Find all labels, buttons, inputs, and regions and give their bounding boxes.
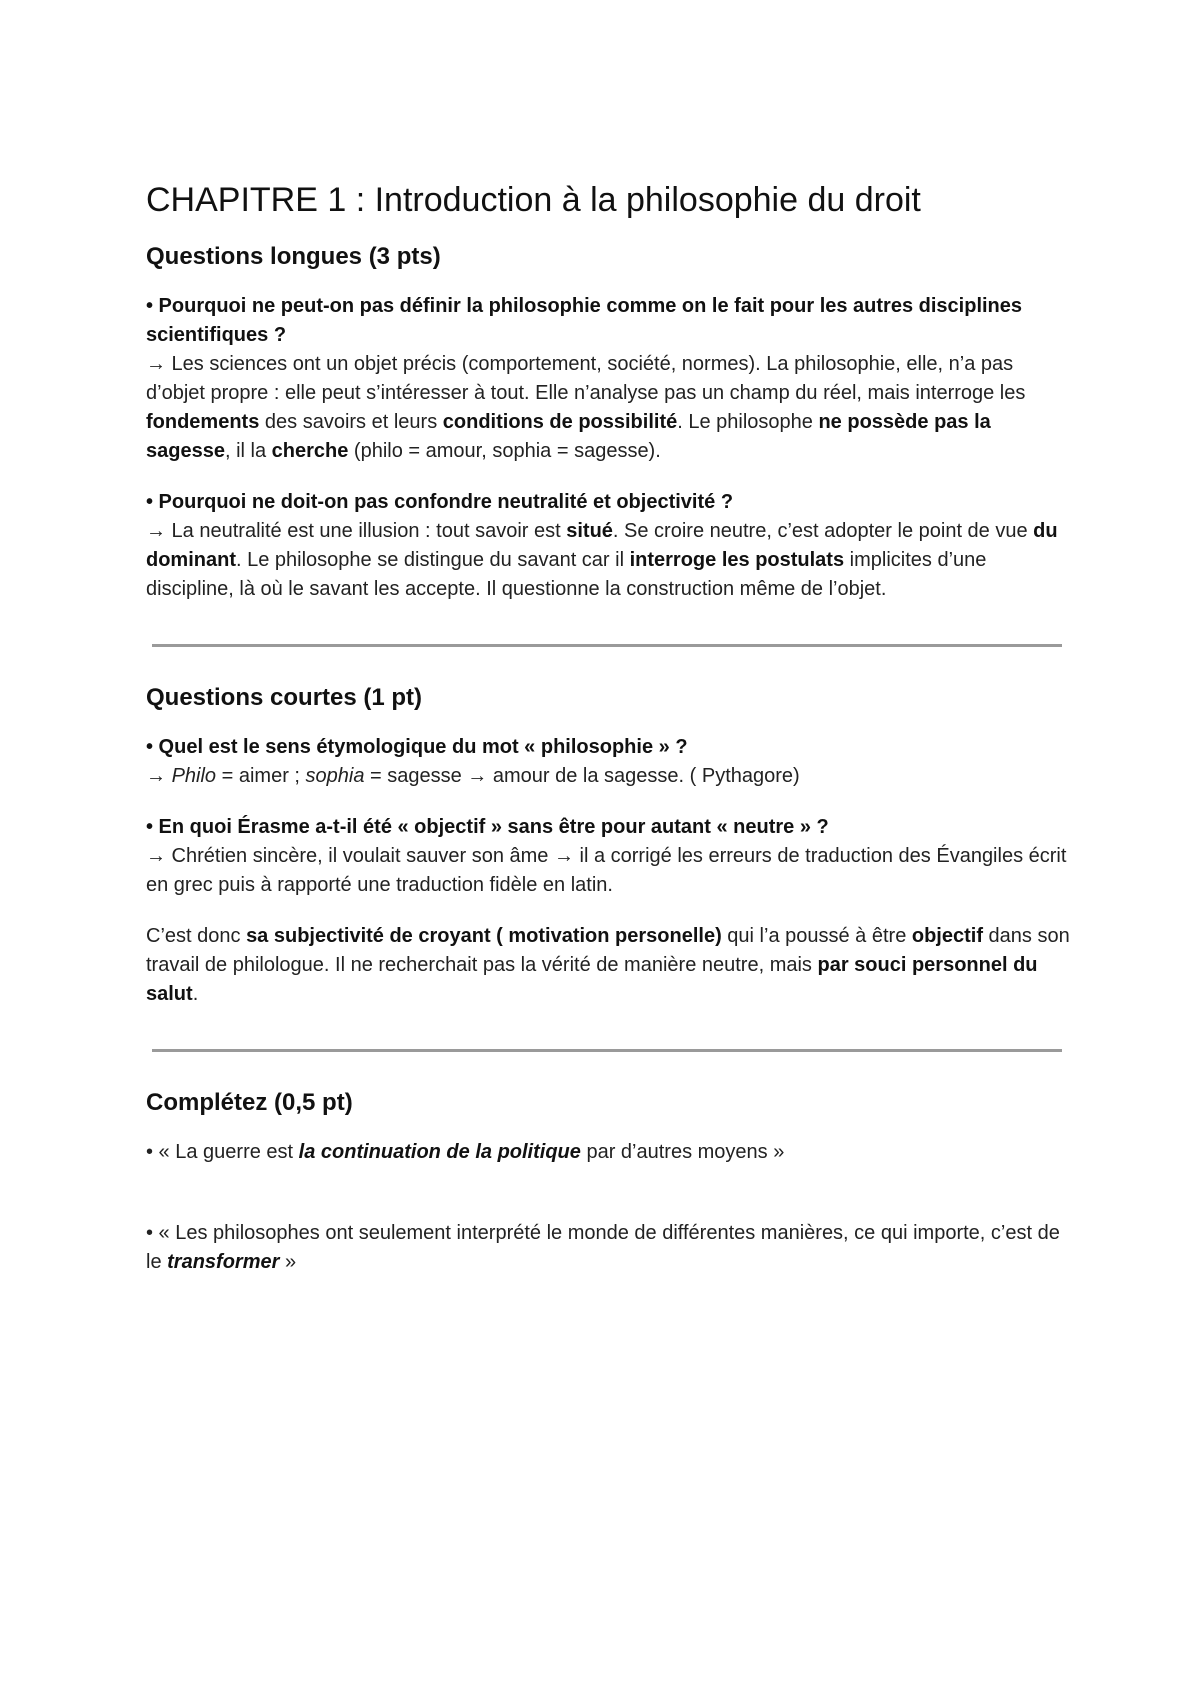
question-text: • Pourquoi ne doit-on pas confondre neutralité et objectivité ? bbox=[146, 491, 734, 513]
horizontal-divider bbox=[152, 1049, 1062, 1052]
question-text: • En quoi Érasme a-t-il été « objectif » sans être pour autant « neutre » ? bbox=[146, 816, 829, 838]
paragraph-span: . bbox=[192, 983, 199, 1005]
paragraph-bold: objectif bbox=[911, 925, 983, 947]
answer-span: = sagesse → amour de la sagesse. ( Pythagore) bbox=[364, 765, 800, 787]
long-question-2 bbox=[146, 488, 1072, 604]
complete-item-1 bbox=[146, 1138, 1072, 1167]
page-title: CHAPITRE 1 : Introduction à la philosophie du droit bbox=[146, 181, 921, 219]
answer-bold: cherche bbox=[271, 440, 349, 462]
answer-bold: interroge les postulats bbox=[629, 549, 845, 571]
quote-text bbox=[146, 1138, 1072, 1167]
answer-span: → bbox=[146, 765, 172, 787]
answer-span: , il la bbox=[224, 440, 272, 462]
question-text: • Quel est le sens étymologique du mot « philosophie » ? bbox=[146, 736, 688, 758]
answer-text bbox=[146, 762, 1072, 791]
answer-bold: conditions de possibilité bbox=[442, 411, 678, 433]
answer-italic: sophia bbox=[305, 765, 365, 787]
complete-item-2 bbox=[146, 1219, 1072, 1277]
answer-text bbox=[146, 517, 1072, 604]
answer-span: . Le philosophe se distingue du savant car il bbox=[236, 549, 630, 571]
section-heading-short: Questions courtes (1 pt) bbox=[146, 684, 423, 711]
paragraph-text bbox=[146, 922, 1072, 1009]
answer-text bbox=[146, 350, 1072, 466]
answer-italic: Philo bbox=[171, 765, 217, 787]
quote-text bbox=[146, 1219, 1072, 1277]
answer-span: (philo = amour, sophia = sagesse). bbox=[348, 440, 661, 462]
quote-span: • « La guerre est bbox=[146, 1141, 299, 1163]
horizontal-divider bbox=[152, 644, 1062, 647]
paragraph-span: qui l’a poussé à être bbox=[721, 925, 912, 947]
paragraph-span: dans son travail de philologue. Il ne recherchait pas la vérité de manière neutre, mais bbox=[146, 925, 1070, 976]
paragraph-span: C’est donc bbox=[146, 925, 247, 947]
section-heading-complete: Complétez (0,5 pt) bbox=[146, 1089, 353, 1116]
answer-bold: du dominant bbox=[146, 520, 1058, 571]
paragraph-bold: par souci personnel du salut bbox=[146, 954, 1038, 1005]
answer-bold: ne possède pas la sagesse bbox=[146, 411, 991, 462]
short-question-2 bbox=[146, 813, 1072, 900]
answer-span: . Le philosophe bbox=[677, 411, 819, 433]
answer-span: = aimer ; bbox=[216, 765, 306, 787]
answer-span: des savoirs et leurs bbox=[259, 411, 443, 433]
answer-span: . Se croire neutre, c’est adopter le point de vue bbox=[612, 520, 1034, 542]
answer-span: implicites d’une discipline, là où le savant les accepte. Il questionne la construction même de l’objet. bbox=[146, 549, 987, 600]
long-question-1 bbox=[146, 292, 1072, 466]
answer-bold: fondements bbox=[146, 411, 260, 433]
question-text: • Pourquoi ne peut-on pas définir la philosophie comme on le fait pour les autres disciplines scientifiques ? bbox=[146, 295, 1023, 346]
short-question-1 bbox=[146, 733, 1072, 791]
spacer bbox=[146, 1189, 1072, 1219]
answer-span: → Les sciences ont un objet précis (comportement, société, normes). La philosophie, elle, n’a pas d’objet propre : elle peut s’intéresser à tout. Elle n’analyse pas un champ du réel, mais interroge les bbox=[146, 353, 1026, 404]
quote-span: » bbox=[279, 1251, 297, 1273]
quote-span: par d’autres moyens » bbox=[580, 1141, 785, 1163]
quote-bold-italic: transformer bbox=[167, 1251, 280, 1273]
quote-bold-italic: la continuation de la politique bbox=[298, 1141, 581, 1163]
answer-bold: situé bbox=[566, 520, 613, 542]
answer-span: → La neutralité est une illusion : tout savoir est bbox=[146, 520, 567, 542]
quote-span: • « Les philosophes ont seulement interprété le monde de différentes manières, ce qui importe, c’est de le bbox=[146, 1222, 1060, 1273]
answer-text: → Chrétien sincère, il voulait sauver son âme → il a corrigé les erreurs de traduction des Évangiles écrit en grec puis à rapporté une traduction fidèle en latin. bbox=[146, 845, 1067, 896]
section-heading-long: Questions longues (3 pts) bbox=[146, 243, 441, 270]
paragraph-bold: sa subjectivité de croyant ( motivation personelle) bbox=[246, 925, 722, 947]
short-question-2-explanation bbox=[146, 922, 1072, 1009]
